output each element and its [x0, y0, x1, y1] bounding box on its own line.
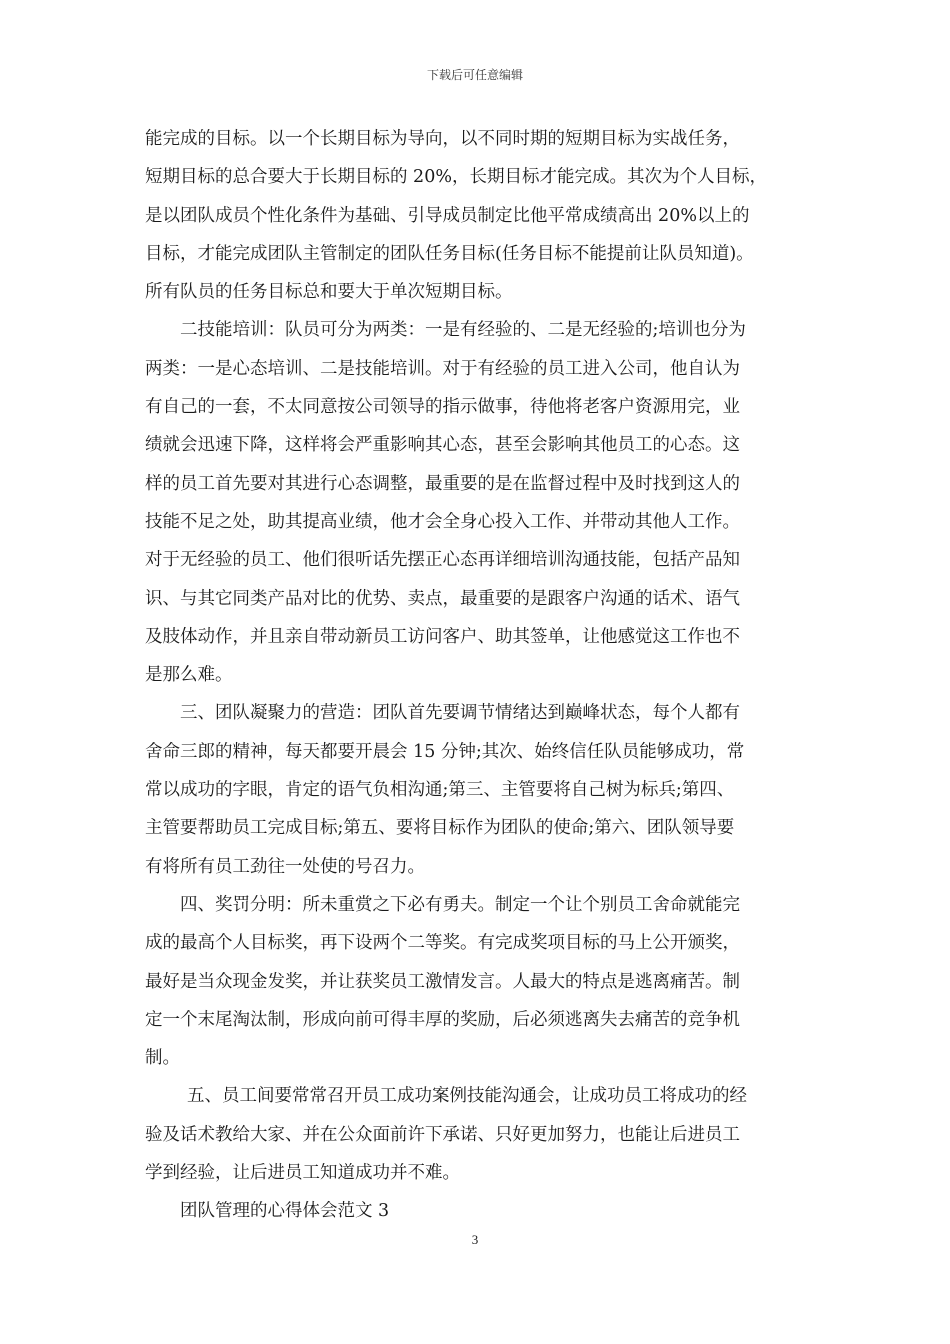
text-line: 有自己的一套，不太同意按公司领导的指示做事，待他将老客户资源用完，业 — [145, 397, 740, 418]
text-line: 舍命三郎的精神，每天都要开晨会 15 分钟;其次、始终信任队员能够成功，常 — [145, 741, 745, 762]
text-line: 绩就会迅速下降，这样将会严重影响其心态，甚至会影响其他员工的心态。这 — [145, 435, 740, 456]
text-line: 能完成的目标。以一个长期目标为导向，以不同时期的短期目标为实战任务， — [145, 129, 740, 149]
text-line: 定一个末尾淘汰制，形成向前可得丰厚的奖励，后必须逃离失去痛苦的竞争机 — [145, 1009, 740, 1030]
text-line: 团队管理的心得体会范文 3 — [180, 1201, 390, 1222]
text-line: 五、员工间要常常召开员工成功案例技能沟通会，让成功员工将成功的经 — [187, 1086, 747, 1107]
paragraph-skills-training — [145, 311, 825, 694]
page-number: 3 — [471, 1232, 479, 1247]
text-line: 及肢体动作，并且亲自带动新员工访问客户、助其签单，让他感觉这工作也不 — [145, 626, 740, 647]
text-line: 是那么难。 — [145, 665, 233, 686]
text-line: 识、与其它同类产品对比的优势、卖点，最重要的是跟客户沟通的话术、语气 — [145, 588, 740, 609]
text-line: 样的员工首先要对其进行心态调整，最重要的是在监督过程中及时找到这人的 — [145, 473, 740, 494]
text-line: 主管要帮助员工完成目标;第五、要将目标作为团队的使命;第六、团队领导要 — [145, 818, 735, 839]
text-line: 有将所有员工劲往一处使的号召力。 — [145, 856, 425, 877]
document-body — [145, 120, 825, 1231]
text-line: 对于无经验的员工、他们很听话先摆正心态再详细培训沟通技能，包括产品知 — [145, 550, 740, 571]
text-line: 学到经验，让后进员工知道成功并不难。 — [145, 1163, 460, 1184]
text-line: 所有队员的任务目标总和要大于单次短期目标。 — [145, 282, 513, 303]
paragraph-goals — [145, 120, 825, 311]
text-line: 目标，才能完成团队主管制定的团队任务目标(任务目标不能提前让队员知道)。 — [145, 243, 754, 264]
text-line: 成的最高个人目标奖，再下设两个二等奖。有完成奖项目标的马上公开颁奖， — [145, 933, 740, 954]
section-heading — [145, 1192, 825, 1230]
text-line: 常以成功的字眼，肯定的语气负相沟通;第三、主管要将自己树为标兵;第四、 — [145, 780, 735, 801]
paragraph-success-sharing — [145, 1077, 825, 1192]
paragraph-rewards — [145, 886, 825, 1077]
text-line: 技能不足之处，助其提高业绩，他才会全身心投入工作、并带动其他人工作。 — [145, 511, 740, 532]
text-line: 最好是当众现金发奖，并让获奖员工激情发言。人最大的特点是逃离痛苦。制 — [145, 971, 740, 992]
paragraph-team-cohesion — [145, 694, 825, 885]
text-line: 两类：一是心态培训、二是技能培训。对于有经验的员工进入公司，他自认为 — [145, 358, 740, 379]
text-line: 验及话术教给大家、并在公众面前许下承诺、只好更加努力，也能让后进员工 — [145, 1124, 740, 1145]
text-line: 三、团队凝聚力的营造：团队首先要调节情绪达到巅峰状态，每个人都有 — [180, 703, 740, 724]
text-line: 二技能培训：队员可分为两类：一是有经验的、二是无经验的;培训也分为 — [180, 320, 746, 341]
text-line: 是以团队成员个性化条件为基础、引导成员制定比他平常成绩高出 20%以上的 — [145, 205, 750, 226]
text-line: 制。 — [145, 1048, 180, 1069]
text-line: 四、奖罚分明：所未重赏之下必有勇夫。制定一个让个别员工舍命就能完 — [180, 894, 740, 915]
text-line: 短期目标的总合要大于长期目标的 20%，长期目标才能完成。其次为个人目标， — [145, 167, 767, 188]
page-header: 下载后可任意编辑 — [426, 68, 523, 82]
